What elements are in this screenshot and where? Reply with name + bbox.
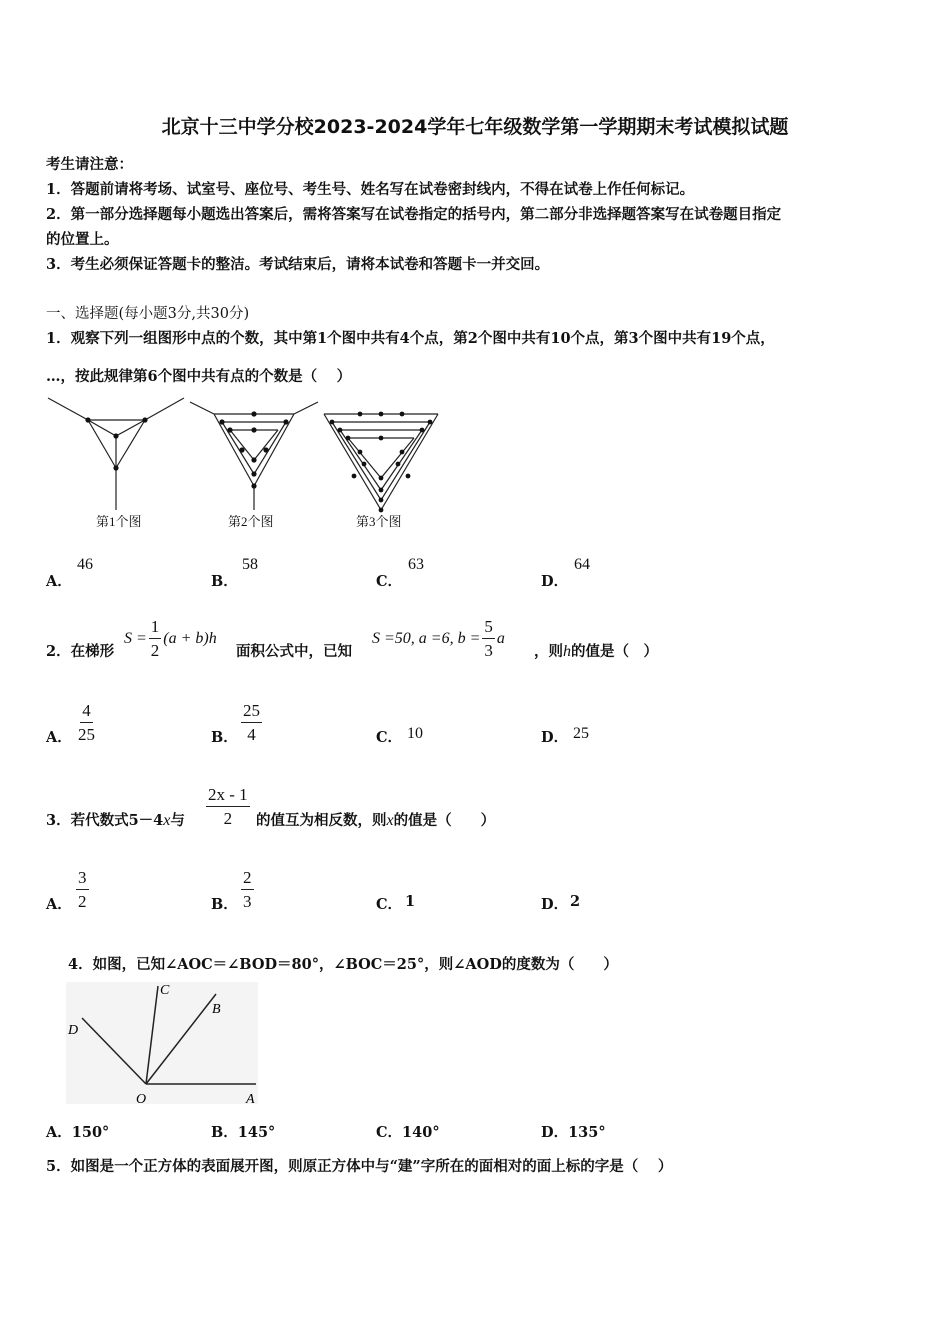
q3-option-c-value: 1 bbox=[405, 893, 416, 910]
q3-prefix bbox=[46, 809, 185, 830]
q4-option-a-letter: A． bbox=[46, 1124, 72, 1141]
q4-option-b bbox=[211, 1121, 275, 1142]
section-heading: 一、选择题(每小题3分,共30分) bbox=[46, 306, 250, 322]
q2-suffix-pre: ，则 bbox=[534, 643, 563, 660]
q3-suffix-text: 的值是（ ） bbox=[393, 812, 496, 829]
figure-3-caption: 第3个图 bbox=[356, 514, 402, 529]
q1-option-a-value: 46 bbox=[77, 556, 93, 573]
q3-option-a-den: 2 bbox=[78, 892, 87, 911]
q5-text: 5．如图是一个正方体的表面展开图，则原正方体中与“建”字所在的面相对的面上标的字是（ ） bbox=[46, 1158, 673, 1175]
notice-heading: 考生请注意： bbox=[46, 156, 133, 173]
q2-option-b-letter: B． bbox=[211, 729, 238, 746]
q2-suffix-post: 的值是（ ） bbox=[571, 643, 658, 660]
q2-formula-num: 1 bbox=[149, 616, 162, 639]
q3-option-b-den: 3 bbox=[243, 892, 252, 911]
q2-suffix-var: h bbox=[563, 643, 571, 660]
q3-option-b-frac bbox=[241, 867, 254, 912]
q3-var: x bbox=[163, 812, 171, 829]
notice-item-1: 1．答题前请将考场、试室号、座位号、考生号、姓名写在试卷密封线内，不得在试卷上作任何标记。 bbox=[46, 181, 695, 198]
q3-var2: x bbox=[386, 812, 394, 829]
q4-option-a-value: 150° bbox=[71, 1124, 110, 1141]
q1-option-d-letter: D． bbox=[541, 573, 569, 590]
q4-text: 4．如图，已知∠AOC＝∠BOD＝80°，∠BOC＝25°，则∠AOD的度数为（ ） bbox=[68, 956, 618, 973]
q2-given bbox=[372, 616, 505, 661]
q2-given-num: 5 bbox=[482, 616, 495, 639]
notice-item-2-cont: 的位置上。 bbox=[46, 231, 119, 248]
q3-suffix bbox=[256, 809, 495, 830]
q3-option-b-num: 2 bbox=[241, 867, 254, 890]
q4-option-a bbox=[46, 1121, 109, 1142]
q4-option-c-value: 140° bbox=[402, 1124, 440, 1141]
q2-given-text: S =50, a =6, b = bbox=[372, 629, 481, 647]
q4-label-c: C bbox=[160, 983, 170, 998]
q2-option-a-den: 25 bbox=[78, 725, 95, 744]
q2-option-b-den: 4 bbox=[247, 725, 256, 744]
q2-middle: 面积公式中，已知 bbox=[236, 643, 352, 660]
q1-option-b-value: 58 bbox=[242, 556, 258, 573]
q4-label-o: O bbox=[136, 1092, 147, 1107]
q2-option-a-letter: A． bbox=[46, 729, 72, 746]
q3-option-d-letter: D． bbox=[541, 896, 569, 913]
q3-option-c-letter: C． bbox=[376, 896, 403, 913]
q1-option-d-value: 64 bbox=[574, 556, 590, 573]
q2-option-b-frac bbox=[241, 700, 262, 745]
q4-option-c-letter: C． bbox=[376, 1124, 403, 1141]
q3-option-d-value: 2 bbox=[570, 893, 581, 910]
q3-option-a-letter: A． bbox=[46, 896, 72, 913]
q1-option-c-letter: C． bbox=[376, 573, 403, 590]
q4-option-c bbox=[376, 1121, 440, 1142]
q4-label-a: A bbox=[246, 1092, 255, 1107]
q4-option-d-value: 135° bbox=[568, 1124, 606, 1141]
exam-title: 北京十三中学分校2023-2024学年七年级数学第一学期期末考试模拟试题 bbox=[161, 116, 789, 138]
q2-option-c-value: 10 bbox=[407, 725, 423, 742]
q4-option-d-letter: D． bbox=[541, 1124, 569, 1141]
q2-suffix bbox=[534, 640, 658, 661]
q4-label-b: B bbox=[212, 1002, 221, 1017]
q2-option-a-num: 4 bbox=[80, 700, 93, 723]
q2-option-a-frac bbox=[76, 700, 97, 745]
figure-1 bbox=[48, 398, 184, 510]
q2-option-c-letter: C． bbox=[376, 729, 403, 746]
notice-item-3: 3．考生必须保证答题卡的整洁。考试结束后，请将本试卷和答题卡一并交回。 bbox=[46, 256, 550, 273]
q3-fraction bbox=[206, 784, 250, 829]
q1-option-b-letter: B． bbox=[211, 573, 238, 590]
q4-option-b-letter: B． bbox=[211, 1124, 238, 1141]
q4-label-d: D bbox=[68, 1023, 79, 1038]
figure-2-caption: 第2个图 bbox=[228, 514, 274, 529]
q3-prefix-text: 3．若代数式5－4 bbox=[46, 812, 164, 829]
figure-2 bbox=[190, 402, 318, 510]
q4-option-b-value: 145° bbox=[237, 1124, 276, 1141]
q1-line2: …，按此规律第6个图中共有点的个数是（ ） bbox=[46, 368, 352, 385]
q2-option-b-num: 25 bbox=[241, 700, 262, 723]
q2-given-den: 3 bbox=[484, 641, 493, 660]
q1-option-c-value: 63 bbox=[408, 556, 424, 573]
q2-formula-lhs: S = bbox=[124, 629, 147, 647]
figure-1-caption: 第1个图 bbox=[96, 514, 142, 529]
q4-angle-figure bbox=[64, 980, 260, 1108]
q3-middle: 的值互为相反数，则 bbox=[256, 812, 387, 829]
q2-formula bbox=[124, 616, 217, 661]
q1-option-a-letter: A． bbox=[46, 573, 72, 590]
q1-line1: 1．观察下列一组图形中点的个数，其中第1个图中共有4个点，第2个图中共有10个点，第3个图中共有19个点， bbox=[46, 330, 775, 347]
q3-option-a-frac bbox=[76, 867, 89, 912]
q4-option-d bbox=[541, 1121, 606, 1142]
q3-and: 与 bbox=[170, 812, 185, 829]
q3-frac-den: 2 bbox=[223, 809, 233, 828]
notice-item-2: 2．第一部分选择题每小题选出答案后，需将答案写在试卷指定的括号内，第二部分非选择题答案写在试卷题目指定 bbox=[46, 206, 782, 223]
q2-given-tail: a bbox=[496, 629, 505, 647]
q2-formula-rhs: (a + b)h bbox=[163, 629, 217, 647]
q2-prefix: 2．在梯形 bbox=[46, 643, 115, 660]
q3-option-a-num: 3 bbox=[76, 867, 89, 890]
q2-formula-den: 2 bbox=[150, 641, 160, 660]
q3-option-b-letter: B． bbox=[211, 896, 238, 913]
q2-option-d-value: 25 bbox=[573, 725, 589, 742]
q3-frac-num: 2x - 1 bbox=[206, 784, 250, 807]
q2-option-d-letter: D． bbox=[541, 729, 569, 746]
